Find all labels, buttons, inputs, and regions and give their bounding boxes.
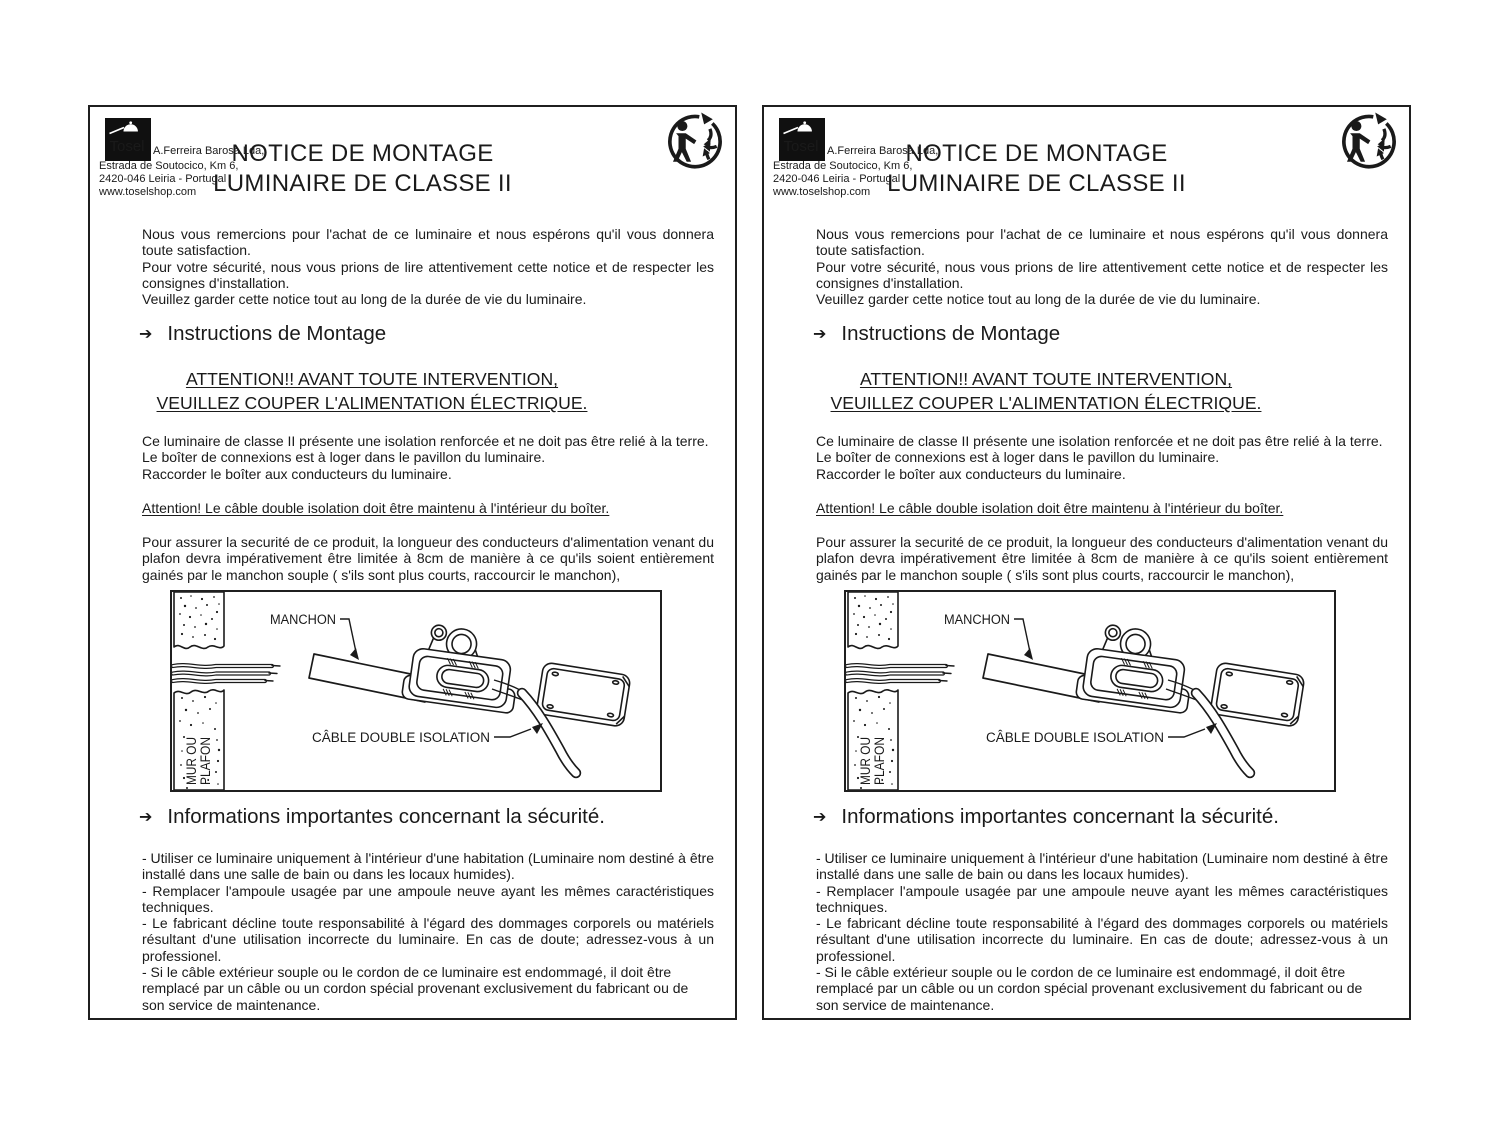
diagram-label-cable: CÂBLE DOUBLE ISOLATION [986,730,1164,745]
length-paragraph: Pour assurer la securité de ce produit, la longueur des conducteurs d'alimentation venant du plafon devra impérativement être limitée à 8cm de manière à ce qu'ils soient entièrement gainés par le manchon souple ( s'ils sont plus courts, raccourcir le manchon), [816,534,1388,583]
length-paragraph: Pour assurer la securité de ce produit, la longueur des conducteurs d'alimentation venant du plafon devra impérativement être limitée à 8cm de manière à ce qu'ils soient entièrement gainés par le manchon souple ( s'ils sont plus courts, raccourcir le manchon), [142,534,714,583]
class2-line-3: Raccorder le boîter aux conducteurs du luminaire. [142,465,452,482]
class2-paragraph [142,433,714,482]
triman-recycling-icon [1338,112,1396,170]
box-cover [1210,662,1305,727]
safety-item-2: - Remplacer l'ampoule usagée par une ampoule neuve ayant les mêmes caractéristiques techniques. [142,882,714,915]
class2-line-1: Ce luminaire de classe II présente une isolation renforcée et ne doit pas être relié à la terre. [816,433,1383,449]
address-line-2: 2420-046 Leiria - Portugal [773,173,901,185]
class2-line-2: Le boîter de connexions est à loger dans le pavillon du luminaire. [816,449,1220,466]
notice-page [762,105,1411,1020]
installation-diagram [844,590,1336,792]
cable-leader-line [1168,729,1205,737]
safety-item-1: - Utiliser ce luminaire uniquement à l'intérieur d'une habitation (Luminaire nom destiné à être installé dans une salle de bain ou dans les locaux humides). [142,850,714,883]
arrow-icon: ➔ [139,326,153,343]
diagram-label-wall-line1: MUR OU [184,730,199,785]
manchon-leader-line [340,619,356,652]
class2-line-1: Ce luminaire de classe II présente une isolation renforcée et ne doit pas être relié à la terre. [142,433,709,449]
section-heading-montage-label: Instructions de Montage [167,322,387,345]
section-heading-securite-label: Informations importantes concernant la sécurité. [841,805,1279,828]
diagram-label-wall-line1: MUR OU [858,730,873,785]
section-heading-securite-label: Informations importantes concernant la sécurité. [167,805,605,828]
class2-line-3: Raccorder le boîter aux conducteurs du luminaire. [816,465,1126,482]
section-heading-securite [139,805,605,829]
safety-item-1: - Utiliser ce luminaire uniquement à l'intérieur d'une habitation (Luminaire nom destiné à être installé dans une salle de bain ou dans les locaux humides). [816,850,1388,883]
safety-list [816,850,1388,1013]
page-title-line-2: LUMINAIRE DE CLASSE II [887,170,1186,197]
class2-line-2: Le boîter de connexions est à loger dans le pavillon du luminaire. [142,449,546,466]
diagram-label-cable: CÂBLE DOUBLE ISOLATION [312,730,490,745]
cable-leader-line [494,729,531,737]
warning-line-1: ATTENTION!! AVANT TOUTE INTERVENTION, [185,369,559,389]
warning-heading [816,368,1276,415]
manchon-arrowhead [1024,648,1033,660]
diagram-label-wall-line2: PLAFON [872,730,887,785]
brand-name: Tosel [109,138,145,155]
website: www.toselshop.com [773,186,871,198]
brand-name: Tosel [783,138,819,155]
class2-paragraph [816,433,1388,482]
page-title [90,139,635,199]
cable-attention-line: Attention! Le câble double isolation doit être maintenu à l'intérieur du boîter. [816,500,1284,516]
intro-paragraph-2: Pour votre sécurité, nous vous prions de lire attentivement cette notice et de respecter les consignes d'installation. [142,258,714,291]
address-line-2: 2420-046 Leiria - Portugal [99,173,227,185]
arrow-icon: ➔ [813,326,827,343]
section-heading-montage [139,322,386,346]
warning-line-1: ATTENTION!! AVANT TOUTE INTERVENTION, [859,369,1233,389]
warning-line-2: VEUILLEZ COUPER L'ALIMENTATION ÉLECTRIQUE. [830,392,1262,413]
section-heading-montage [813,322,1060,346]
diagram-label-manchon: MANCHON [270,612,336,627]
cable-attention-line: Attention! Le câble double isolation doit être maintenu à l'intérieur du boîter. [142,500,610,516]
length-paragraph-block [142,534,714,583]
page-title-line-1: NOTICE DE MONTAGE [905,140,1168,167]
connection-box [1075,621,1197,713]
cable-arrowhead [532,723,543,734]
company-name: A.Ferreira Barosa Lda, [827,145,939,157]
connection-box [401,621,523,713]
company-name: A.Ferreira Barosa Lda, [153,145,265,157]
diagram-label-manchon: MANCHON [944,612,1010,627]
safety-item-4: - Si le câble extérieur souple ou le cordon de ce luminaire est endommagé, il doit être remplacé par un câble ou un cordon spécial provenant exclusivement du fabricant ou de son service de maintenance. [142,964,689,1013]
arrow-icon: ➔ [139,809,153,826]
intro-paragraph-1: Nous vous remercions pour l'achat de ce luminaire et nous espérons qu'il vous donnera toute satisfaction. [816,226,1388,259]
intro-block [816,226,1388,307]
page-title [764,139,1309,199]
safety-item-3: - Le fabricant décline toute responsabilité à l'égard des dommages corporels ou matériels résultant d'une utilisation incorrecte du luminaire. En cas de doute; adressez-vous à un professionel. [142,915,714,964]
warning-line-2: VEUILLEZ COUPER L'ALIMENTATION ÉLECTRIQUE. [156,392,588,413]
section-heading-securite [813,805,1279,829]
installation-diagram-drawing [846,592,1334,790]
intro-block [142,226,714,307]
supply-wires [173,665,280,682]
manchon-leader-line [1014,619,1030,652]
page-title-line-1: NOTICE DE MONTAGE [231,140,494,167]
section-heading-montage-label: Instructions de Montage [841,322,1061,345]
warning-heading [142,368,602,415]
safety-item-3: - Le fabricant décline toute responsabilité à l'égard des dommages corporels ou matériels résultant d'une utilisation incorrecte du luminaire. En cas de doute; adressez-vous à un professionel. [816,915,1388,964]
length-paragraph-block [816,534,1388,583]
supply-wires [847,665,954,682]
arrow-icon: ➔ [813,809,827,826]
safety-item-2: - Remplacer l'ampoule usagée par une ampoule neuve ayant les mêmes caractéristiques techniques. [816,882,1388,915]
installation-diagram [170,590,662,792]
cable-arrowhead [1206,723,1217,734]
triman-recycling-icon [664,112,722,170]
address-line-1: Estrada de Soutocico, Km 6, [773,160,913,172]
notice-page [88,105,737,1020]
installation-diagram-drawing [172,592,660,790]
page-title-line-2: LUMINAIRE DE CLASSE II [213,170,512,197]
address-line-1: Estrada de Soutocico, Km 6, [99,160,239,172]
intro-paragraph-3: Veuillez garder cette notice tout au long de la durée de vie du luminaire. [816,291,1261,308]
safety-item-4: - Si le câble extérieur souple ou le cordon de ce luminaire est endommagé, il doit être remplacé par un câble ou un cordon spécial provenant exclusivement du fabricant ou de son service de maintenance. [816,964,1363,1013]
intro-paragraph-3: Veuillez garder cette notice tout au long de la durée de vie du luminaire. [142,291,587,308]
manchon-arrowhead [350,648,359,660]
box-cover [536,662,631,727]
safety-list [142,850,714,1013]
website: www.toselshop.com [99,186,197,198]
intro-paragraph-2: Pour votre sécurité, nous vous prions de lire attentivement cette notice et de respecter les consignes d'installation. [816,258,1388,291]
intro-paragraph-1: Nous vous remercions pour l'achat de ce luminaire et nous espérons qu'il vous donnera toute satisfaction. [142,226,714,259]
diagram-label-wall-line2: PLAFON [198,730,213,785]
